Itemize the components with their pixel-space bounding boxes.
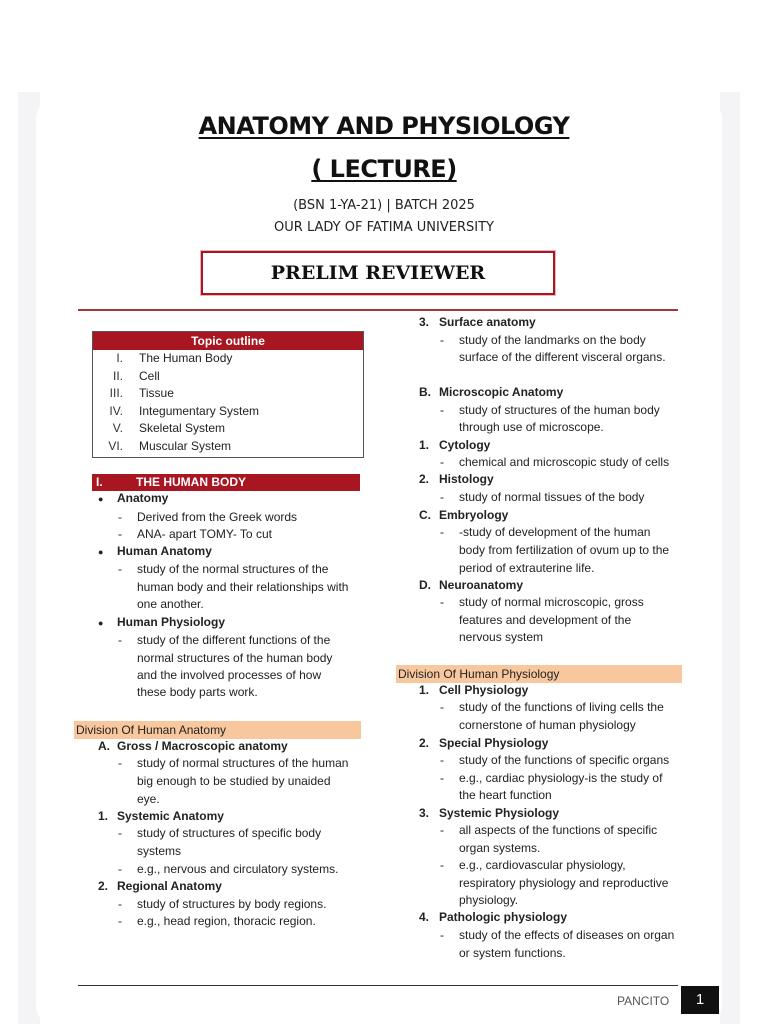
list-number: 1.: [98, 809, 109, 823]
document-title-line2: ( LECTURE): [311, 155, 457, 183]
systemic-physiology-text: all aspects of the functions of specific: [459, 823, 658, 837]
surface-anatomy-text: study of the landmarks on the body: [459, 333, 646, 347]
pathologic-physiology-text: or system functions.: [459, 946, 566, 960]
neuroanatomy-text: study of normal microscopic, gross: [459, 595, 644, 609]
bullet-icon: ●: [98, 618, 104, 628]
surface-anatomy-text: surface of the different visceral organs.: [459, 350, 666, 364]
term-embryology: Embryology: [439, 508, 509, 522]
term-human-physiology: Human Physiology: [117, 615, 226, 629]
section-heading-human-body: [92, 474, 360, 491]
outline-item: [93, 368, 363, 386]
microscopic-anatomy-text: study of structures of the human body: [459, 403, 660, 417]
outline-item: [93, 403, 363, 421]
list-number: 1.: [419, 438, 430, 452]
batch-info: (BSN 1-YA-21) | BATCH 2025: [293, 198, 475, 213]
dash-marker: -: [440, 858, 444, 872]
special-physiology-example: e.g., cardiac physiology-is the study of: [459, 771, 663, 785]
term-human-anatomy: Human Anatomy: [117, 544, 212, 558]
term-systemic-physiology: Systemic Physiology: [439, 806, 560, 820]
dash-marker: -: [440, 700, 444, 714]
list-label: D.: [419, 578, 431, 592]
outline-label: Cell: [139, 368, 160, 383]
human-anatomy-text: human body and their relationships with: [137, 580, 349, 594]
dash-marker: -: [118, 562, 122, 576]
cytology-text: chemical and microscopic study of cells: [459, 455, 670, 469]
histology-text: study of normal tissues of the body: [459, 490, 645, 504]
dash-marker: -: [440, 455, 444, 469]
special-physiology-text: study of the functions of specific organs: [459, 753, 670, 767]
neuroanatomy-text: features and development of the: [459, 613, 632, 627]
cell-physiology-text: study of the functions of living cells the: [459, 700, 664, 714]
systemic-physiology-example: e.g., cardiovascular physiology,: [459, 858, 626, 872]
term-pathologic-physiology: Pathologic physiology: [439, 910, 568, 924]
neuroanatomy-text: nervous system: [459, 630, 544, 644]
dash-marker: -: [440, 771, 444, 785]
term-regional-anatomy: Regional Anatomy: [117, 879, 222, 893]
human-anatomy-text: one another.: [137, 597, 204, 611]
list-number: 2.: [419, 736, 430, 750]
outline-item: [93, 438, 363, 456]
special-physiology-example: the heart function: [459, 788, 552, 802]
dash-marker: -: [440, 753, 444, 767]
human-physiology-text: and the involved processes of how: [137, 668, 322, 682]
outline-label: Integumentary System: [139, 403, 260, 418]
dash-marker: -: [118, 914, 122, 928]
anatomy-etymology: ANA- apart TOMY- To cut: [137, 527, 272, 541]
list-number: 2.: [98, 879, 109, 893]
term-surface-anatomy: Surface anatomy: [439, 315, 536, 329]
dash-marker: -: [118, 897, 122, 911]
page-number: 1: [681, 986, 719, 1014]
cell-physiology-text: cornerstone of human physiology: [459, 718, 636, 732]
human-physiology-text: these body parts work.: [137, 685, 258, 699]
term-cytology: Cytology: [439, 438, 491, 452]
dash-marker: -: [440, 928, 444, 942]
list-number: 4.: [419, 910, 430, 924]
outline-item: [93, 385, 363, 403]
gross-anatomy-text: eye.: [137, 792, 160, 806]
outline-label: Tissue: [139, 386, 174, 401]
embryology-text: -study of development of the human: [459, 525, 651, 539]
dash-marker: -: [118, 756, 122, 770]
division-anatomy-label: Division Of Human Anatomy: [76, 723, 227, 737]
list-number: 2.: [419, 472, 430, 486]
term-special-physiology: Special Physiology: [439, 736, 549, 750]
outline-label: The Human Body: [139, 351, 233, 365]
embryology-text: period of extrauterine life.: [459, 561, 595, 575]
footer-divider: [78, 985, 678, 986]
term-systemic-anatomy: Systemic Anatomy: [117, 809, 224, 823]
term-neuroanatomy: Neuroanatomy: [439, 578, 524, 592]
microscopic-anatomy-text: through use of microscope.: [459, 420, 604, 434]
systemic-physiology-text: organ systems.: [459, 841, 541, 855]
term-cell-physiology: Cell Physiology: [439, 683, 529, 697]
dash-marker: -: [118, 633, 122, 647]
outline-number: V.: [112, 421, 123, 436]
dash-marker: -: [440, 595, 444, 609]
anatomy-definition: Derived from the Greek words: [137, 510, 298, 524]
topic-outline-table: [92, 331, 364, 458]
topic-outline-heading: Topic outline: [93, 332, 363, 350]
regional-anatomy-text: study of structures by body regions.: [137, 897, 327, 911]
human-physiology-text: study of the different functions of the: [137, 633, 331, 647]
outline-number: I.: [116, 351, 123, 365]
section-number: I.: [96, 475, 103, 489]
outline-item: [93, 420, 363, 438]
section-title: THE HUMAN BODY: [136, 475, 246, 489]
term-anatomy: Anatomy: [117, 491, 169, 505]
dash-marker: -: [118, 510, 122, 524]
division-physiology-heading: [396, 665, 682, 683]
list-number: 3.: [419, 806, 430, 820]
list-label: B.: [419, 385, 431, 399]
dash-marker: -: [440, 403, 444, 417]
outline-label: Skeletal System: [139, 421, 226, 436]
embryology-text: body from fertilization of ovum up to the: [459, 543, 670, 557]
school-name: OUR LADY OF FATIMA UNIVERSITY: [274, 220, 494, 235]
reviewer-banner: PRELIM REVIEWER: [201, 251, 555, 295]
bullet-icon: ●: [98, 547, 104, 557]
dash-marker: -: [440, 525, 444, 539]
dash-marker: -: [118, 862, 122, 876]
gross-anatomy-text: study of normal structures of the human: [137, 756, 349, 770]
outline-number: III.: [109, 386, 123, 401]
gross-anatomy-text: big enough to be studied by unaided: [137, 774, 331, 788]
outline-number: IV.: [109, 403, 123, 418]
bullet-icon: ●: [98, 494, 104, 504]
list-number: 1.: [419, 683, 430, 697]
list-label: C.: [419, 508, 431, 522]
systemic-anatomy-text: systems: [137, 844, 182, 858]
outline-number: II.: [112, 368, 123, 383]
regional-anatomy-example: e.g., head region, thoracic region.: [137, 914, 316, 928]
systemic-anatomy-text: study of structures of specific body: [137, 826, 322, 840]
dash-marker: -: [118, 527, 122, 541]
systemic-physiology-example: respiratory physiology and reproductive: [459, 876, 669, 890]
dash-marker: -: [440, 490, 444, 504]
list-label: A.: [98, 739, 110, 753]
division-physiology-label: Division Of Human Physiology: [398, 667, 560, 681]
systemic-physiology-example: physiology.: [459, 893, 519, 907]
term-histology: Histology: [439, 472, 494, 486]
human-anatomy-text: study of the normal structures of the: [137, 562, 329, 576]
header-divider: [78, 309, 678, 311]
human-physiology-text: normal structures of the human body: [137, 651, 333, 665]
systemic-anatomy-example: e.g., nervous and circulatory systems.: [137, 862, 339, 876]
document-title: ANATOMY AND PHYSIOLOGY: [198, 112, 570, 140]
dash-marker: -: [440, 823, 444, 837]
footer-author: PANCITO: [617, 994, 670, 1008]
pathologic-physiology-text: study of the effects of diseases on organ: [459, 928, 675, 942]
list-number: 3.: [419, 315, 430, 329]
dash-marker: -: [118, 826, 122, 840]
outline-label: Muscular System: [139, 438, 232, 453]
term-gross-anatomy: Gross / Macroscopic anatomy: [117, 739, 288, 753]
dash-marker: -: [440, 333, 444, 347]
division-anatomy-heading: [74, 721, 361, 739]
outline-item: [93, 350, 363, 368]
term-microscopic-anatomy: Microscopic Anatomy: [439, 385, 564, 399]
outline-number: VI.: [108, 438, 123, 453]
